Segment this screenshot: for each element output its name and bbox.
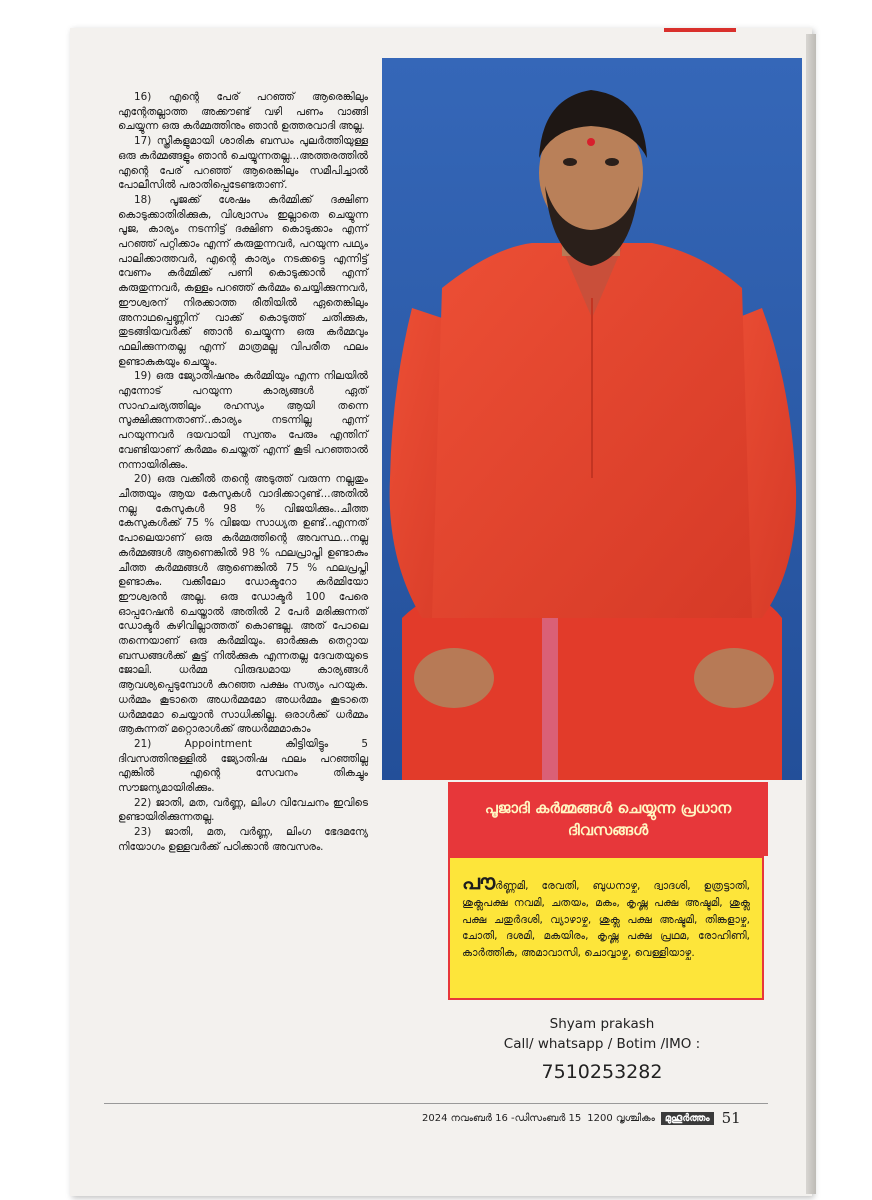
key-days-heading-box xyxy=(448,782,768,856)
seated-man-illustration xyxy=(382,58,802,780)
magazine-brand: മുഹൂർത്തം xyxy=(661,1112,714,1125)
contact-phone: 7510253282 xyxy=(541,1061,663,1083)
page-number: 51 xyxy=(721,1109,741,1127)
page-fold-edge xyxy=(806,34,816,1194)
footer-date: 2024 നവംബർ 16 -ഡിസംബർ 15 xyxy=(422,1112,582,1124)
article-body xyxy=(118,90,368,855)
portrait-photo xyxy=(382,58,802,780)
article-paragraph-22: 22) ജാതി, മത, വർണ്ണ, ലിംഗ വിവേചനം ഇവിടെ ഉണ്ടായിരിക്കുന്നതല്ല. xyxy=(118,796,368,824)
article-paragraph-16: 16) എന്റെ പേര് പറഞ്ഞ് ആരെങ്കിലും എന്റേതല്ലാത്ത അക്കൗണ്ട് വഴി പണം വാങ്ങി ചെയ്യുന്ന ഒരു കർമ്മത്തിനും ഞാൻ ഉത്തരവാദി അല്ല. xyxy=(118,91,368,133)
page-footer xyxy=(422,1108,741,1128)
key-days-dropcap: പൗ xyxy=(462,870,496,894)
key-days-list: ർണ്ണമി, രേവതി, ബുധനാഴ്ച, ദ്വാദശി, ഉത്രട്ടാതി, ശുക്ലപക്ഷ നവമി, ചതയം, മകം, കൃഷ്ണ പക്ഷ അഷ്ടമി, ശുക്ല പക്ഷ ചതുർദശി, വ്യാഴാഴ്ച, ശുക്ല പക്ഷ അഷ്ടമി, തിങ്കളാഴ്ച, ചോതി, ദശമി, മകയിരം, കൃഷ്ണ പക്ഷ പ്രഥമ, രോഹിണി, കാർത്തിക, അമാവാസി, ചൊവ്വാഴ്ച, വെള്ളിയാഴ്ച. xyxy=(462,880,750,960)
article-paragraph-19: 19) ഒരു ജ്യോതിഷനും കർമ്മിയും എന്ന നിലയിൽ എന്നോട് പറയുന്ന കാര്യങ്ങൾ ഏത് സാഹചര്യത്തിലും രഹസ്യം ആയി തന്നെ സൂക്ഷിക്കുന്നതാണ്..കാര്യം നടന്നില്ല എന്ന് പറയുന്നവർ ദയവായി സ്വന്തം പേരും എന്തിന് വേണ്ടിയാണ് കർമ്മം ചെയ്തത് എന്ന് കൂടി പറഞ്ഞാൽ നന്നായിരിക്കും. xyxy=(118,370,368,471)
footer-divider xyxy=(104,1103,768,1104)
key-days-box xyxy=(448,856,764,1000)
footer-month: 1200 വൃശ്ചികം xyxy=(587,1112,655,1124)
contact-channels: Call/ whatsapp / Botim /IMO : xyxy=(503,1036,701,1052)
article-paragraph-17: 17) സ്ത്രീകളുമായി ശാരിക ബന്ധം പുലർത്തിയുള്ള ഒരു കർമ്മങ്ങളും ഞാൻ ചെയ്യുന്നതല്ല...അത്തരത്തിൽ എന്റെ പേര് പറഞ്ഞ് ആരെങ്കിലും സമീപിച്ചാൽ പോലീസിൽ പരാതിപ്പെടേണ്ടതാണ്. xyxy=(118,135,368,192)
contact-block xyxy=(452,1014,752,1088)
article-paragraph-20: 20) ഒരു വക്കീൽ തന്റെ അടുത്ത് വരുന്ന നല്ലതും ചീത്തയും ആയ കേസുകൾ വാദിക്കാറുണ്ട്...അതിൽ നല്ല കേസുകൾ 98 % വിജയിക്കും..ചീത്ത കേസുകൾക്ക് 75 % വിജയ സാധ്യത ഉണ്ട്..എന്നത് പോലെയാണ് ഒരു കർമ്മത്തിന്റെ അവസ്ഥ...നല്ല കർമ്മങ്ങൾ ആണെങ്കിൽ 98 % ഫലപ്രാപ്തി ഉണ്ടാകും ചീത്ത കർമ്മങ്ങൾ ആണെങ്കിൽ 75 % ഫലപ്രപ്തി ഉണ്ടാകും. വക്കീലോ ഡോക്ടറോ കർമ്മിയോ ഈശ്വരൻ അല്ല. ഒരു ഡോക്ടർ 100 പേരെ ഓപ്പറേഷൻ ചെയ്താൽ അതിൽ 2 പേർ മരിക്കുന്നത് ഡോക്ടർ കഴിവില്ലാത്തത് കൊണ്ടല്ല. അത് പോലെ തന്നെയാണ് ഒരു കർമ്മിയും. ഓർക്കുക തെറ്റായ ബന്ധങ്ങൾക്ക് കൂട്ട് നിൽക്കുക എന്നതല്ല ദേവതയുടെ ജോലി. ധർമ്മ വിരുദ്ധമായ കാര്യങ്ങൾ ആവശ്യപ്പെടുമ്പോൾ കുറഞ്ഞ പക്ഷം സത്യം പറയുക. ധർമ്മം കൂടാതെ അധർമ്മമോ അധർമ്മം കൂടാതെ ധർമ്മമോ ചെയ്യാൻ സാധിക്കില്ല. ഒരാൾക്ക് ധർമ്മം ആകുന്നത് മറ്റൊരാൾക്ക് അധർമ്മമാകാം xyxy=(118,473,368,736)
contact-name: Shyam prakash xyxy=(549,1016,655,1032)
article-paragraph-21: 21) Appointment കിട്ടിയിട്ടും 5 ദിവസത്തിനുള്ളിൽ ജ്യോതിഷ ഫലം പറഞ്ഞില്ല എങ്കിൽ എന്റെ സേവനം തികച്ചും സൗജന്യമായിരിക്കും. xyxy=(118,737,368,795)
article-paragraph-23: 23) ജാതി, മത, വർണ്ണ, ലിംഗ ഭേദമന്യേ നിയോഗം ഉള്ളവർക്ക് പഠിക്കാൻ അവസരം. xyxy=(118,826,368,853)
article-paragraph-18: 18) പൂജക്ക് ശേഷം കർമ്മിക്ക് ദക്ഷിണ കൊടുക്കാതിരിക്കുക, വിശ്വാസം ഇല്ലാതെ ചെയ്യുന്ന പൂജ, കാര്യം നടന്നിട്ട് ദക്ഷിണ കൊടുക്കാം എന്ന് പറഞ്ഞ് പറ്റിക്കാം എന്ന് കരുതുന്നവർ, പറയുന്ന പഥ്യം പാലിക്കാത്തവർ, എന്റെ കാര്യം നടക്കട്ടെ എന്നിട്ട് വേണം കർമ്മിക്ക് പണി കൊടുക്കാൻ എന്ന് കരുതുന്നവർ, കള്ളം പറഞ്ഞ് കർമ്മം ചെയ്യിക്കുന്നവർ, ഈശ്വരന് നിരക്കാത്ത രീതിയിൽ ഏതെങ്കിലും അനാഥപ്പെണ്ണിന് വാക്ക് കൊടുത്ത് ചതിക്കുക, തുടങ്ങിയവർക്ക് ഞാൻ ചെയ്യുന്ന ഒരു കർമ്മവും ഫലിക്കുന്നതല്ല എന്ന് മാത്രമല്ല വിപരീത ഫലം ഉണ്ടാകുകയും ചെയ്യും. xyxy=(118,193,368,368)
page-top-accent xyxy=(664,28,736,32)
key-days-title: പൂജാദി കർമ്മങ്ങൾ ചെയ്യുന്ന പ്രധാന ദിവസങ്ങൾ xyxy=(484,799,732,839)
